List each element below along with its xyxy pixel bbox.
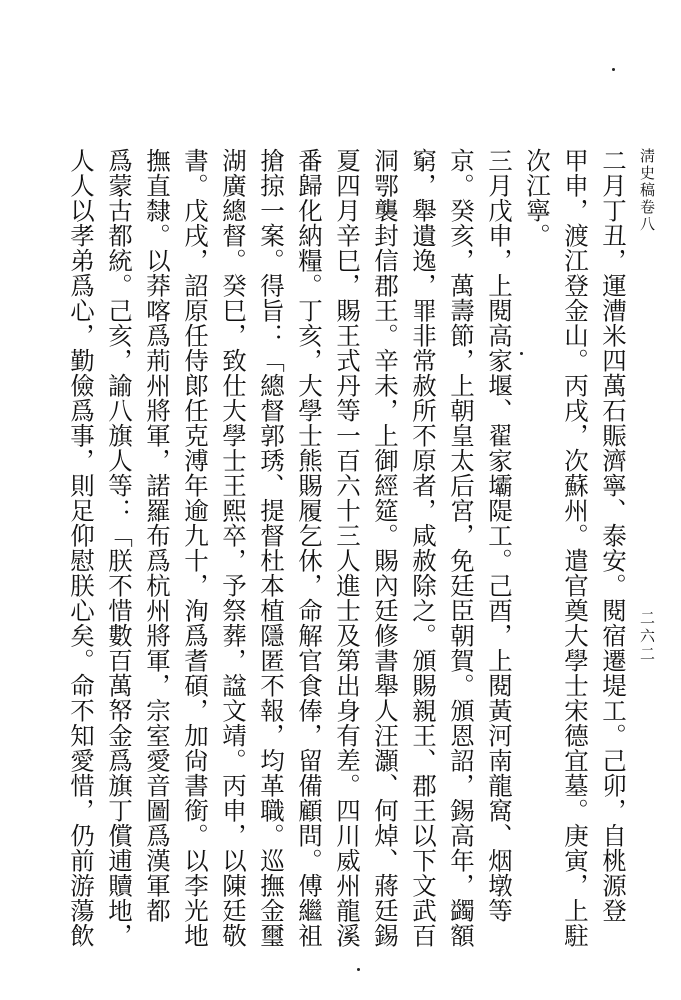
text-column-9: 番歸化納糧。丁亥，大學士熊賜履乞休，命解官食俸，留備顧問。傅繼祖	[295, 148, 324, 948]
text-column-15: 人人以孝弟爲心，勤儉爲事，則足仰慰朕心矣。命不知愛惜，仍前游蕩飲	[67, 148, 96, 948]
text-column-4: 三月戊申，上閱高家堰、翟家壩隄工。己酉，上閱黃河南龍窩、烟墩等	[485, 148, 514, 923]
page-number: 二六二	[638, 610, 656, 664]
text-column-6: 窮，舉遺逸，罪非常赦所不原者，咸赦除之。頒賜親王、郡王以下文武百	[409, 148, 438, 948]
text-column-7: 洞鄂襲封信郡王。辛未，上御經筵。賜內廷修書舉人汪灝、何焯、蔣廷錫	[371, 148, 400, 948]
text-column-12: 書。戊戌，詔原任侍郞任克溥年逾九十，洵爲耆碩，加尙書銜。以李光地	[181, 148, 210, 948]
text-column-3: 次江寧。	[523, 148, 552, 248]
text-column-1: 二月丁丑，運漕米四萬石賑濟寧、泰安。閱宿遷堤工。己卯，自桃源登	[599, 148, 628, 923]
text-column-10: 搶掠一案。得旨：「總督郭琇、提督杜本植隱匿不報，均革職。巡撫金璽	[257, 148, 286, 948]
print-speck	[520, 352, 523, 355]
print-speck	[357, 968, 360, 971]
text-column-2: 甲申，渡江登金山。丙戌，次蘇州。遣官奠大學士宋德宜墓。庚寅，上駐	[561, 148, 590, 948]
text-column-13: 撫直隸。以莽喀爲荊州將軍，諾羅布爲杭州將軍，宗室愛音圖爲漢軍都	[143, 148, 172, 923]
text-column-5: 京。癸亥，萬壽節，上朝皇太后宮，免廷臣朝賀。頒恩詔，錫高年，蠲額	[447, 148, 476, 948]
text-column-11: 湖廣總督。癸巳，致仕大學士王熙卒，予祭葬，諡文靖。丙申，以陳廷敬	[219, 148, 248, 948]
text-column-14: 爲蒙古都統。己亥，諭八旗人等：「朕不惜數百萬帑金爲旗丁償逋贖地，	[105, 148, 134, 948]
print-speck	[612, 68, 615, 71]
text-column-8: 夏四月辛巳，賜王式丹等一百六十三人進士及第出身有差。四川威州龍溪	[333, 148, 362, 948]
running-header: 淸史稿卷八	[638, 148, 656, 233]
